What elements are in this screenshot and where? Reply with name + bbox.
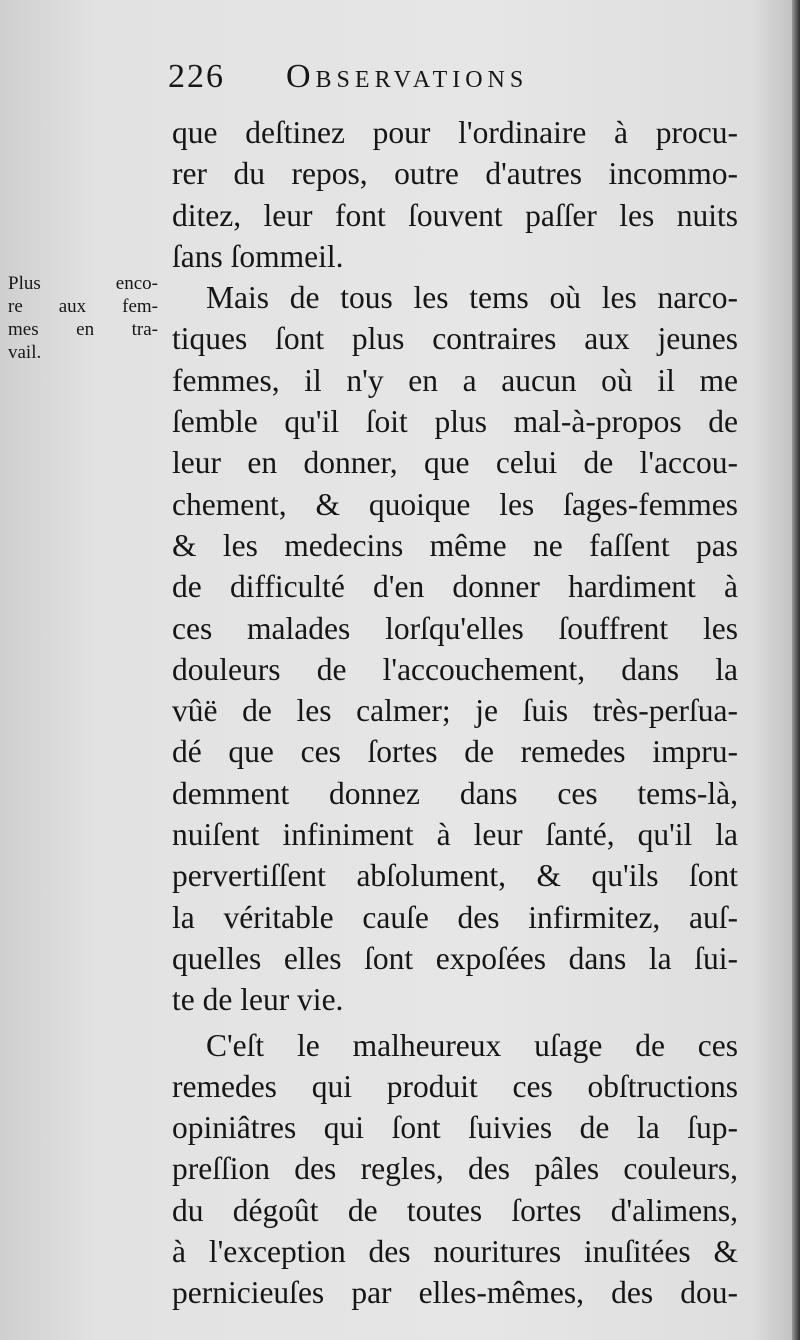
text-line: & les medecins même ne faſſent pas (172, 527, 738, 563)
text-line: quelles elles ſont expoſées dans la ſui- (172, 940, 738, 976)
text-line: ſans ſommeil. (172, 238, 344, 274)
text-line: douleurs de l'accouchement, dans la (172, 651, 738, 687)
text-line: remedes qui produit ces obſtructions (172, 1068, 738, 1104)
text-line: ditez, leur font ſouvent paſſer les nuits (172, 197, 738, 233)
body-text (172, 112, 738, 1314)
margin-note-line: re aux fem- (8, 296, 158, 317)
page-number: 226 (168, 58, 225, 95)
margin-note-line: mes en tra- (8, 319, 158, 340)
margin-note-line: Plus enco- (8, 273, 158, 294)
page-edge-shadow (792, 0, 800, 1340)
text-line: Mais de tous les tems où les narco- (206, 280, 738, 316)
margin-note (8, 272, 158, 364)
text-line: pernicieuſes par elles-mêmes, des dou- (172, 1275, 738, 1311)
text-line: chement, & quoique les ſages-femmes (172, 486, 738, 522)
text-line: la véritable cauſe des infirmitez, auſ- (172, 899, 738, 935)
margin-note-line: vail. (8, 342, 42, 363)
text-line: opiniâtres qui ſont ſuivies de la ſup- (172, 1110, 738, 1146)
text-line: C'eſt le malheureux uſage de ces (206, 1027, 738, 1063)
text-line: tiques ſont plus contraires aux jeunes (172, 321, 738, 357)
text-line: rer du repos, outre d'autres incommo- (172, 156, 738, 192)
text-line: preſſion des regles, des pâles couleurs, (172, 1151, 738, 1187)
text-line: demment donnez dans ces tems-là, (172, 775, 738, 811)
text-line: femmes, il n'y en a aucun où il me (172, 362, 738, 398)
text-line: ces malades lorſqu'elles ſouffrent les (172, 610, 738, 646)
text-line: de difficulté d'en donner hardiment à (172, 569, 738, 605)
text-line: nuiſent infiniment à leur ſanté, qu'il la (172, 817, 738, 853)
text-line: ſemble qu'il ſoit plus mal-à-propos de (172, 404, 738, 440)
text-line: te de leur vie. (172, 982, 344, 1018)
text-line: leur en donner, que celui de l'accou- (172, 445, 738, 481)
text-line: dé que ces ſortes de remedes impru- (172, 734, 738, 770)
running-title: Observations (286, 58, 529, 95)
page-header (168, 58, 738, 108)
text-line: pervertiſſent abſolument, & qu'ils ſont (172, 858, 738, 894)
text-line: du dégoût de toutes ſortes d'alimens, (172, 1192, 738, 1228)
text-line: à l'exception des nouritures inuſitées & (172, 1234, 738, 1270)
text-line: vûë de les calmer; je ſuis très-perſua- (172, 693, 738, 729)
text-line: que deſtinez pour l'ordinaire à procu- (172, 115, 738, 150)
